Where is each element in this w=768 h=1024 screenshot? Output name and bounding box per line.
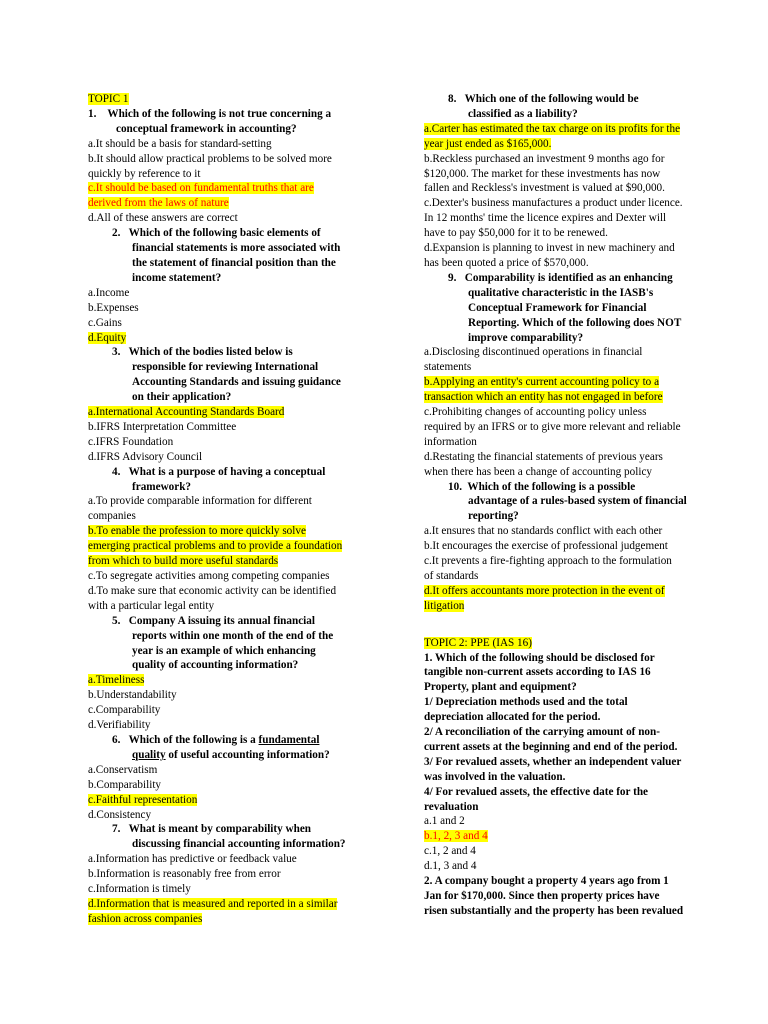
q4-option-d-cont: with a particular legal entity (88, 599, 215, 612)
q3-option-c: c.IFRS Foundation (88, 435, 174, 448)
t2-q1-statement-1: 1/ Depreciation methods used and the total (424, 696, 628, 709)
t2-q1-statement-1-cont: depreciation allocated for the period. (424, 711, 601, 724)
question-3-cont-3: on their application? (132, 391, 232, 404)
q10-option-c-cont: of standards (424, 570, 479, 582)
t2-q1-statement-3: 3/ For revalued assets, whether an independent valuer (424, 755, 682, 768)
question-7-cont: discussing financial accounting information? (132, 838, 346, 851)
q10-option-d: d.It offers accountants more protection in the event of (424, 584, 665, 597)
q6-option-c: c.Faithful representation (88, 793, 198, 806)
q8-option-d: d.Expansion is planning to invest in new machinery and (424, 242, 675, 255)
q1-option-b-cont: quickly by reference to it (88, 167, 201, 180)
q8-option-c-cont-2: have to pay $50,000 for it to be renewed. (424, 227, 608, 240)
q4-option-a-cont: companies (88, 510, 136, 523)
q9-option-a: a.Disclosing discontinued operations in financial (424, 346, 643, 359)
q9-option-c-cont-2: information (424, 435, 477, 448)
q5-option-c: c.Comparability (88, 704, 161, 717)
question-10: 10. Which of the following is a possible (448, 480, 636, 493)
question-3-cont-2: Accounting Standards and issuing guidance (132, 376, 341, 389)
q9-option-c: c.Prohibiting changes of accounting policy unless (424, 406, 647, 419)
q2-option-c: c.Gains (88, 316, 122, 329)
q4-option-b-cont-2: from which to build more useful standards (88, 555, 279, 568)
q9-option-d: d.Restating the financial statements of previous years (424, 450, 663, 463)
question-1-cont: conceptual framework in accounting? (116, 122, 297, 135)
q4-option-b: b.To enable the profession to more quickly solve (88, 525, 306, 538)
t2-question-2-cont-2: risen substantially and the property has been revalued (424, 904, 684, 917)
question-9-cont-3: Reporting. Which of the following does NOT (468, 316, 682, 329)
question-5-cont-3: quality of accounting information? (132, 659, 299, 672)
q3-option-a: a.International Accounting Standards Board (88, 406, 285, 419)
question-2-cont-1: financial statements is more associated with (132, 242, 341, 255)
question-4: 4. What is a purpose of having a conceptual (112, 465, 326, 478)
q2-option-d: d.Equity (88, 331, 127, 344)
question-5-cont-1: reports within one month of the end of the (132, 629, 334, 642)
left-column (88, 92, 380, 927)
q10-option-c: c.It prevents a fire-fighting approach to the formulation (424, 555, 672, 568)
t2-question-2: 2. A company bought a property 4 years ago from 1 (424, 875, 669, 888)
question-6: 6. Which of the following is a fundamental (112, 733, 320, 746)
question-8-cont: classified as a liability? (468, 107, 578, 120)
q10-option-a: a.It ensures that no standards conflict with each other (424, 525, 663, 538)
q9-option-c-cont-1: required by an IFRS or to give more relevant and reliable (424, 420, 681, 433)
q8-option-c-cont-1: In 12 months' time the licence expires and Dexter will (424, 212, 667, 225)
q8-option-c: c.Dexter's business manufactures a product under licence. (424, 197, 683, 210)
q6-option-b: b.Comparability (88, 778, 162, 791)
question-2-cont-2: the statement of financial position than the (132, 256, 336, 269)
q7-option-d-cont: fashion across companies (88, 912, 203, 925)
question-5-cont-2: year is an example of which enhancing (132, 644, 316, 657)
topic-1-heading: TOPIC 1 (88, 93, 129, 105)
question-9-cont-2: Conceptual Framework for Financial (468, 301, 647, 314)
question-9-cont-4: improve comparability? (468, 331, 584, 344)
spacer (424, 614, 716, 629)
topic-2-heading: TOPIC 2: PPE (IAS 16) (424, 636, 532, 649)
t2-q1-option-c: c.1, 2 and 4 (424, 845, 476, 858)
q8-option-a: a.Carter has estimated the tax charge on its profits for the (424, 122, 681, 135)
q1-option-c: c.It should be based on fundamental truths that are (88, 182, 314, 195)
t2-question-1: 1. Which of the following should be disclosed for (424, 651, 655, 664)
t2-q1-option-d: d.1, 3 and 4 (424, 860, 477, 873)
q1-option-d: d.All of these answers are correct (88, 212, 238, 225)
q8-option-b-cont-1: $120,000. The market for these investments has now (424, 167, 661, 180)
q6-option-d: d.Consistency (88, 808, 152, 821)
question-8: 8. Which one of the following would be (448, 93, 639, 105)
q7-option-d: d.Information that is measured and reported in a similar (88, 897, 338, 910)
q9-option-b-cont: transaction which an entity has not engaged in before (424, 391, 663, 404)
question-1: 1. Which of the following is not true concerning a (88, 107, 332, 120)
q5-option-b: b.Understandability (88, 689, 177, 702)
q1-option-a: a.It should be a basis for standard-setting (88, 137, 272, 150)
q4-option-d: d.To make sure that economic activity can be identified (88, 584, 337, 597)
q8-option-b-cont-2: fallen and Reckless's investment is valued at $90,000. (424, 182, 665, 195)
q3-option-d: d.IFRS Advisory Council (88, 450, 203, 463)
question-6-cont: quality of useful accounting information? (132, 748, 330, 761)
q8-option-b: b.Reckless purchased an investment 9 months ago for (424, 152, 665, 165)
t2-q1-option-a: a.1 and 2 (424, 815, 465, 828)
q4-option-a: a.To provide comparable information for different (88, 495, 312, 508)
question-7: 7. What is meant by comparability when (112, 823, 312, 836)
t2-q1-statement-2: 2/ A reconciliation of the carrying amount of non- (424, 726, 660, 739)
t2-q1-option-b: b.1, 2, 3 and 4 (424, 830, 488, 843)
q7-option-c: c.Information is timely (88, 883, 191, 896)
q4-option-b-cont-1: emerging practical problems and to provide a foundation (88, 540, 343, 553)
question-2: 2. Which of the following basic elements of (112, 227, 321, 240)
question-4-cont: framework? (132, 480, 192, 493)
t2-question-1-cont-2: Property, plant and equipment? (424, 681, 577, 694)
question-5: 5. Company A issuing its annual financial (112, 614, 315, 627)
question-10-cont-2: reporting? (468, 510, 519, 523)
q7-option-a: a.Information has predictive or feedback value (88, 853, 297, 866)
q5-option-a: a.Timeliness (88, 674, 145, 687)
q2-option-b: b.Expenses (88, 301, 139, 314)
q5-option-d: d.Verifiability (88, 719, 151, 732)
right-column (424, 92, 716, 919)
t2-q1-statement-4: 4/ For revalued assets, the effective date for the (424, 785, 649, 798)
t2-question-2-cont-1: Jan for $170,000. Since then property prices have (424, 890, 660, 903)
q1-option-c-cont: derived from the laws of nature (88, 197, 229, 210)
question-10-cont-1: advantage of a rules-based system of financial (468, 495, 687, 508)
q9-option-a-cont: statements (424, 361, 472, 374)
q8-option-a-cont: year just ended as $165,000. (424, 137, 552, 150)
t2-q1-statement-4-cont: revaluation (424, 800, 479, 813)
q6-option-a: a.Conservatism (88, 763, 158, 776)
q3-option-b: b.IFRS Interpretation Committee (88, 420, 237, 433)
question-3-cont-1: responsible for reviewing International (132, 361, 319, 374)
q10-option-d-cont: litigation (424, 599, 465, 612)
q9-option-d-cont: when there has been a change of accounting policy (424, 465, 653, 478)
q1-option-b: b.It should allow practical problems to be solved more (88, 152, 332, 165)
question-2-cont-3: income statement? (132, 271, 222, 284)
t2-q1-statement-3-cont: was involved in the valuation. (424, 770, 566, 783)
question-3: 3. Which of the bodies listed below is (112, 346, 293, 359)
q4-option-c: c.To segregate activities among competing companies (88, 570, 330, 582)
t2-q1-statement-2-cont: current assets at the beginning and end of the period. (424, 740, 678, 753)
question-9-cont-1: qualitative characteristic in the IASB's (468, 286, 654, 299)
t2-question-1-cont-1: tangible non-current assets according to IAS 16 (424, 666, 651, 679)
q2-option-a: a.Income (88, 286, 130, 299)
q7-option-b: b.Information is reasonably free from error (88, 868, 281, 881)
spacer (424, 629, 716, 636)
q8-option-d-cont: has been quoted a price of $570,000. (424, 256, 589, 269)
q10-option-b: b.It encourages the exercise of professional judgement (424, 540, 668, 553)
q9-option-b: b.Applying an entity's current accounting policy to a (424, 376, 660, 389)
question-9: 9. Comparability is identified as an enhancing (448, 271, 673, 284)
